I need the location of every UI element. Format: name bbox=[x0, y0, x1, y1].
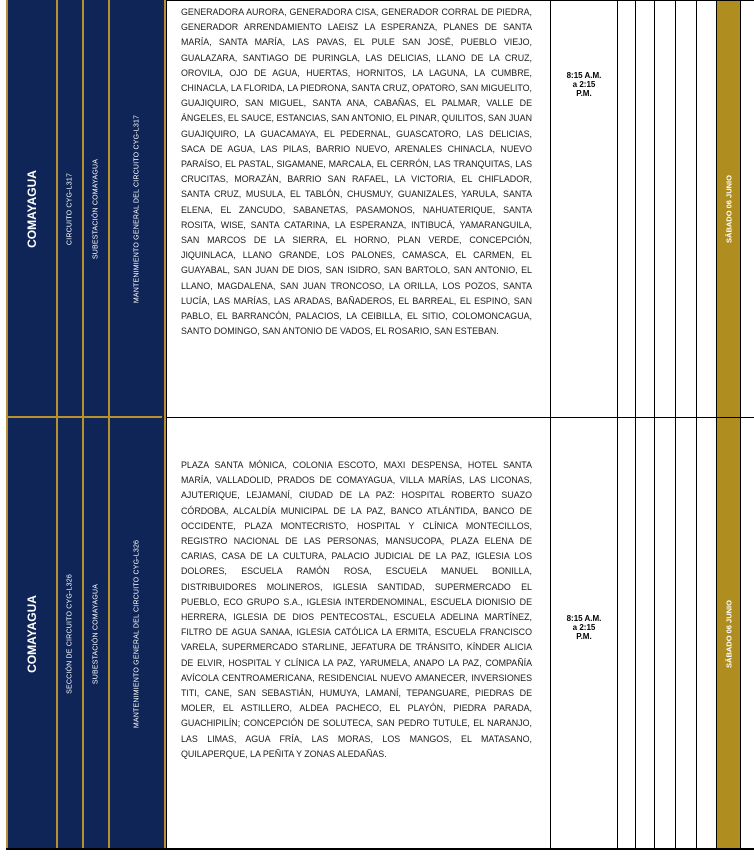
time-separator: a 2:15 bbox=[572, 623, 596, 632]
empty-cell bbox=[741, 0, 754, 417]
empty-cell bbox=[697, 417, 717, 850]
work-cell bbox=[110, 0, 166, 417]
date-cell bbox=[717, 0, 741, 417]
department-label: COMAYAGUA bbox=[25, 594, 39, 673]
empty-cell bbox=[636, 417, 655, 850]
department-label: COMAYAGUA bbox=[25, 169, 39, 248]
empty-cell bbox=[618, 0, 636, 417]
date-label: SÁBADO 06 JUNIO bbox=[724, 175, 733, 243]
areas-cell bbox=[166, 0, 551, 417]
affected-areas-text: GENERADORA AURORA, GENERADORA CISA, GENERADOR CORRAL DE PIEDRA, GENERADOR ARRENDAMIENTO LAEISZ LA ESPERANZA, PLANES DE SANTA MARÍA, SANTA MARÍA, LAS PAVAS, EL PULE SAN JOSÉ, PUEBLO VIEJO, GUALAZARA, SANTIAGO DE PURINGLA, LAS DELICIAS, LLANO DE LA CRUZ, OROVILA, OJO DE AGUA, HUERTAS, HORNITOS, LA LAGUNA, LA CUMBRE, CHINACLA, LA FLORIDA, LA PIEDRONA, SANTA CRUZ, OPATORO, SAN MIGUELITO, GUAJIQUIRO, SAN MIGUEL, SANTA ANA, CABAÑAS, EL PALMAR, VALLE DE ÁNGELES, EL SAUCE, ESTANCIAS, SAN ANTONIO, EL PINAR, QUILITOS, SAN JUAN GUAJIQUIRO, LA GUACAMAYA, EL PEDERNAL, GUASCATORO, LAS DELICIAS, SACA DE AGUA, LAS PILAS, BARRIO NUEVO, ARENALES CHINACLA, NUEVO PARAÍSO, EL PASTAL, SIGAMANE, MARCALA, EL CERRÓN, LAS TRANQUITAS, LAS CRUCITAS, MORAZÁN, BARRIO SAN RAFAEL, LA VICTORIA, EL CHIFLADOR, SANTA CRUZ, MUSULA, EL TABLÓN, CHUSMUY, GUANIZALES, YARULA, SANTA ELENA, EL ZANCUDO, SABANETAS, PASAMONOS, NAHUATERIQUE, SANTA ROSITA, WISE, SANTA CATARINA, LA ESPERANZA, INTIBUCÁ, YAMARANGUILA, SAN MARCOS DE LA SIERRA, EL HORNO, PLAN VERDE, CONCEPCIÓN, JIQUINLACA, LLANO GRANDE, LOS PALONES, CAMASCA, EL CARMEN, EL GUAYABAL, SAN JUAN DE DIOS, SAN ISIDRO, SAN BARTOLO, SAN ANTONIO, EL LLANO, MAGDALENA, SAN JUAN TRONCOSO, LA ORILLA, LOS POZOS, SANTA LUCÍA, LAS MARÍAS, LAS ARADAS, BAÑADEROS, EL BARREAL, EL ESPINO, SAN PABLO, EL BARRANCÓN, PALACIOS, LA CEIBILLA, EL SITIO, COLOMONCAGUA, SANTO DOMINGO, SAN ANTONIO DE VADOS, EL ROSARIO, SAN ESTEBAN. bbox=[181, 7, 532, 337]
empty-cell bbox=[636, 0, 655, 417]
empty-cell bbox=[676, 417, 697, 850]
circuit-cell bbox=[58, 0, 84, 417]
circuit-label: SECCIÓN DE CIRCUITO CYG-L326 bbox=[66, 573, 74, 694]
table-bottom-border bbox=[6, 848, 754, 850]
empty-cell bbox=[618, 417, 636, 850]
empty-cell bbox=[676, 0, 697, 417]
empty-cell bbox=[697, 0, 717, 417]
substation-label: SUBESTACIÓN COMAYAGUA bbox=[92, 158, 100, 259]
circuit-label: CIRCUITO CYG-L317 bbox=[66, 172, 74, 245]
empty-cell bbox=[655, 0, 676, 417]
time-end-period: P.M. bbox=[576, 89, 592, 98]
affected-areas-text: PLAZA SANTA MÓNICA, COLONIA ESCOTO, MAXI DESPENSA, HOTEL SANTA MARÍA, VALLADOLID, PRADOS DE COMAYAGUA, VILLA MARÍAS, LAS LICONAS, AJUTERIQUE, LEJAMANÍ, CIUDAD DE LA PAZ: HOSPITAL ROBERTO SUAZO CÓRDOBA, ALCALDÍA MUNICIPAL DE LA PAZ, BANCO ATLÁNTIDA, BANCO DE OCCIDENTE, PLAZA MONTECRISTO, HOSPITAL Y CLÍNICA MONTECILLOS, REGISTRO NACIONAL DE LAS PERSONAS, MANSUCOPA, PLAZA ELENA DE CARIAS, CASA DE LA CULTURA, PALACIO JUDICIAL DE LA PAZ, IGLESIA LOS DOLORES, ESCUELA RAMÓN ROSA, ESCUELA MANUEL BONILLA, DISTRIBUIDORES MOLINEROS, IGLESIA SANTIDAD, SUPERMERCADO EL PUEBLO, ECO GRUPO S.A., IGLESIA INTERDENOMINAL, ESCUELA DIONISIO DE HERRERA, IGLESIA DE DIOS PENTECOSTAL, ESCUELA ADELINA MARTÍNEZ, FILTRO DE AGUA SANAA, IGLESIA CATÓLICA LA ERMITA, ESCUELA FRANCISCO VARELA, SUPERMERCADO STARLINE, JEFATURA DE TRÁNSITO, KÍNDER ALICIA DE ELVIR, HOSPITAL Y CLÍNICA LA PAZ, YARUMELA, ANAPO LA PAZ, COMPAÑÍA AVÍCOLA CENTROAMERICANA, RESIDENCIAL NUEVO AMANECER, INVERSIONES TITI, CANE, SAN SEBASTIÁN, HUMUYA, LAMANÍ, TEPANGUARE, PIEDRAS DE MOLER, EL ASTILLERO, ALDEA PACHECO, EL PLAYÓN, PIEDRA PARADA, GUACHIPILÍN; CONCEPCIÓN DE SOLUTECA, SAN PEDRO TUTULE, EL NARANJO, LAS LIMAS, AGUA FRÍA, LAS MORAS, LOS MANGOS, EL MATASANO, QUILAPERQUE, LA PEÑITA Y ZONAS ALEDAÑAS. bbox=[181, 460, 532, 759]
time-start: 8:15 A.M. bbox=[566, 614, 602, 623]
areas-cell bbox=[166, 417, 551, 850]
outage-table bbox=[6, 0, 754, 850]
substation-cell bbox=[84, 0, 110, 417]
work-label: MANTENIMIENTO GENERAL DEL CIRCUITO CYG-L317 bbox=[133, 114, 141, 303]
date-cell bbox=[717, 417, 741, 850]
empty-cell bbox=[655, 417, 676, 850]
empty-cell bbox=[741, 417, 754, 850]
time-separator: a 2:15 bbox=[572, 80, 596, 89]
table-row bbox=[6, 417, 754, 850]
time-range bbox=[551, 71, 617, 98]
time-cell bbox=[551, 0, 618, 417]
department-cell bbox=[6, 0, 58, 417]
circuit-cell bbox=[58, 417, 84, 850]
time-end-period: P.M. bbox=[576, 632, 592, 641]
work-cell bbox=[110, 417, 166, 850]
substation-label: SUBESTACIÓN COMAYAGUA bbox=[92, 583, 100, 684]
date-label: SÁBADO 06 JUNIO bbox=[724, 600, 733, 668]
time-start: 8:15 A.M. bbox=[566, 71, 602, 80]
row-divider bbox=[6, 416, 162, 418]
time-cell bbox=[551, 417, 618, 850]
time-range bbox=[551, 614, 617, 641]
department-cell bbox=[6, 417, 58, 850]
work-label: MANTENIMIENTO GENERAL DEL CIRCUITO CYG-L326 bbox=[133, 539, 141, 728]
table-row bbox=[6, 0, 754, 417]
substation-cell bbox=[84, 417, 110, 850]
